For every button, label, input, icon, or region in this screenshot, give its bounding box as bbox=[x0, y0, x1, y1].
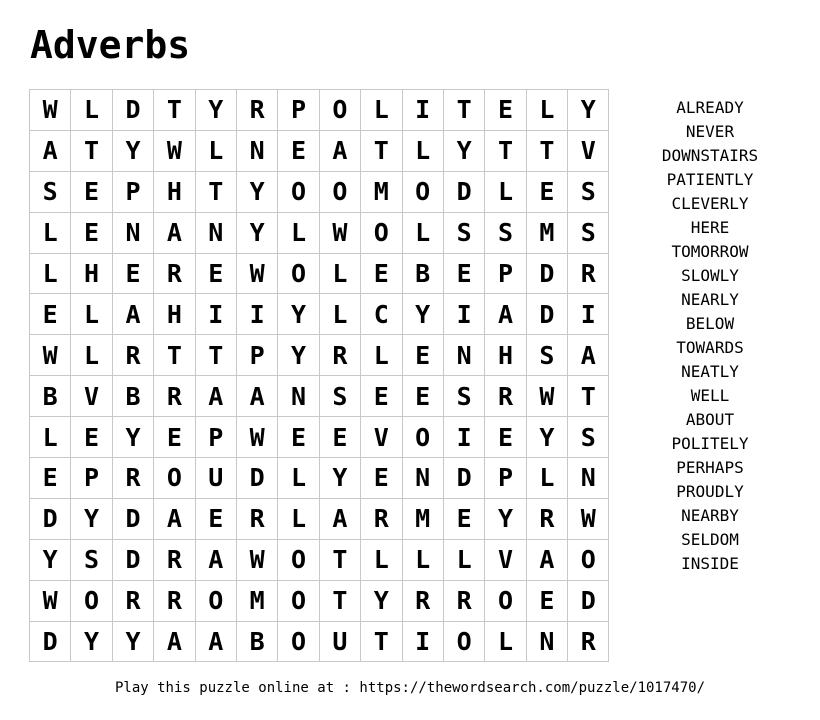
grid-cell[interactable]: T bbox=[154, 90, 195, 131]
grid-cell[interactable]: P bbox=[195, 417, 236, 458]
grid-cell[interactable]: D bbox=[112, 539, 153, 580]
grid-cell[interactable]: E bbox=[443, 498, 484, 539]
grid-cell[interactable]: E bbox=[485, 417, 526, 458]
grid-cell[interactable]: L bbox=[30, 253, 71, 294]
grid-cell[interactable]: Y bbox=[278, 335, 319, 376]
grid-cell[interactable]: T bbox=[443, 90, 484, 131]
grid-cell[interactable]: A bbox=[154, 621, 195, 662]
grid-cell[interactable]: E bbox=[71, 212, 112, 253]
grid-cell[interactable]: S bbox=[71, 539, 112, 580]
grid-cell[interactable]: Y bbox=[485, 498, 526, 539]
grid-cell[interactable]: D bbox=[443, 458, 484, 499]
grid-cell[interactable]: R bbox=[568, 621, 609, 662]
grid-cell[interactable]: R bbox=[236, 90, 277, 131]
grid-cell[interactable]: S bbox=[443, 212, 484, 253]
grid-cell[interactable]: N bbox=[236, 130, 277, 171]
footer-text: Play this puzzle online at : https://thewordsearch.com/puzzle/1017470/ bbox=[114, 680, 705, 696]
grid-cell[interactable]: H bbox=[71, 253, 112, 294]
grid-cell[interactable]: E bbox=[361, 253, 402, 294]
grid-cell[interactable]: C bbox=[361, 294, 402, 335]
grid-cell[interactable]: L bbox=[71, 90, 112, 131]
word-list-item: PATIENTLY bbox=[666, 170, 754, 189]
grid-cell[interactable]: Y bbox=[402, 294, 443, 335]
grid-cell[interactable]: T bbox=[361, 130, 402, 171]
grid-cell[interactable]: M bbox=[526, 212, 567, 253]
grid-cell[interactable]: M bbox=[236, 580, 277, 621]
grid-cell[interactable]: Y bbox=[112, 621, 153, 662]
word-list-item: PROUDLY bbox=[676, 482, 744, 501]
grid-cell[interactable]: Y bbox=[71, 621, 112, 662]
grid-cell[interactable]: T bbox=[568, 376, 609, 417]
grid-cell[interactable]: R bbox=[112, 458, 153, 499]
grid-cell[interactable]: L bbox=[361, 90, 402, 131]
word-list-item: NEVER bbox=[685, 122, 735, 141]
grid-cell[interactable]: D bbox=[30, 498, 71, 539]
grid-cell[interactable]: E bbox=[195, 253, 236, 294]
word-list bbox=[650, 96, 770, 576]
grid-row bbox=[30, 294, 609, 335]
grid-cell[interactable]: L bbox=[319, 294, 360, 335]
grid-cell[interactable]: O bbox=[319, 90, 360, 131]
word-list-item: ALREADY bbox=[676, 98, 744, 117]
grid-cell[interactable]: E bbox=[154, 417, 195, 458]
word-list-item: SELDOM bbox=[681, 530, 739, 549]
grid-cell[interactable]: L bbox=[278, 212, 319, 253]
grid-cell[interactable]: I bbox=[443, 294, 484, 335]
grid-cell[interactable]: O bbox=[154, 458, 195, 499]
grid-cell[interactable]: D bbox=[112, 90, 153, 131]
grid-row bbox=[30, 376, 609, 417]
grid-cell[interactable]: U bbox=[319, 621, 360, 662]
grid-cell[interactable]: Y bbox=[361, 580, 402, 621]
grid-cell[interactable]: R bbox=[236, 498, 277, 539]
grid-cell[interactable]: A bbox=[568, 335, 609, 376]
grid-cell[interactable]: E bbox=[526, 171, 567, 212]
grid-cell[interactable]: O bbox=[278, 539, 319, 580]
grid-cell[interactable]: R bbox=[402, 580, 443, 621]
word-list-item: TOWARDS bbox=[676, 338, 744, 357]
grid-cell[interactable]: L bbox=[278, 498, 319, 539]
word-list-item: HERE bbox=[690, 218, 730, 237]
grid-cell[interactable]: B bbox=[112, 376, 153, 417]
grid-cell[interactable]: I bbox=[443, 417, 484, 458]
grid-cell[interactable]: P bbox=[485, 458, 526, 499]
grid-cell[interactable]: L bbox=[71, 335, 112, 376]
grid-cell[interactable]: E bbox=[278, 417, 319, 458]
grid-cell[interactable]: N bbox=[278, 376, 319, 417]
word-list-item: NEARLY bbox=[681, 290, 739, 309]
grid-cell[interactable]: A bbox=[526, 539, 567, 580]
grid-cell[interactable]: I bbox=[402, 621, 443, 662]
grid-cell[interactable]: R bbox=[154, 580, 195, 621]
grid-cell[interactable]: E bbox=[443, 253, 484, 294]
grid-cell[interactable]: B bbox=[236, 621, 277, 662]
grid-cell[interactable]: W bbox=[30, 335, 71, 376]
grid-cell[interactable]: T bbox=[319, 580, 360, 621]
grid-cell[interactable]: N bbox=[526, 621, 567, 662]
grid-cell[interactable]: L bbox=[278, 458, 319, 499]
grid-cell[interactable]: N bbox=[402, 458, 443, 499]
grid-cell[interactable]: S bbox=[568, 171, 609, 212]
grid-cell[interactable]: R bbox=[112, 335, 153, 376]
word-list-item: PERHAPS bbox=[676, 458, 744, 477]
grid-cell[interactable]: Y bbox=[236, 212, 277, 253]
grid-cell[interactable]: S bbox=[485, 212, 526, 253]
grid-cell[interactable]: Y bbox=[568, 90, 609, 131]
grid-cell[interactable]: O bbox=[568, 539, 609, 580]
grid-cell[interactable]: R bbox=[568, 253, 609, 294]
grid-cell[interactable]: A bbox=[30, 130, 71, 171]
grid-cell[interactable]: E bbox=[361, 376, 402, 417]
grid-cell[interactable]: L bbox=[402, 130, 443, 171]
grid-cell[interactable]: W bbox=[236, 539, 277, 580]
grid-cell[interactable]: W bbox=[319, 212, 360, 253]
grid-cell[interactable]: T bbox=[526, 130, 567, 171]
grid-cell[interactable]: L bbox=[485, 621, 526, 662]
grid-cell[interactable]: L bbox=[485, 171, 526, 212]
grid-cell[interactable]: L bbox=[402, 212, 443, 253]
grid-cell[interactable]: O bbox=[278, 171, 319, 212]
grid-cell[interactable]: R bbox=[361, 498, 402, 539]
grid-cell[interactable]: T bbox=[361, 621, 402, 662]
grid-cell[interactable]: U bbox=[195, 458, 236, 499]
grid-cell[interactable]: E bbox=[402, 376, 443, 417]
grid-cell[interactable]: L bbox=[526, 90, 567, 131]
grid-cell[interactable]: R bbox=[154, 376, 195, 417]
grid-cell[interactable]: S bbox=[443, 376, 484, 417]
word-list-item: DOWNSTAIRS bbox=[661, 146, 759, 165]
grid-cell[interactable]: S bbox=[30, 171, 71, 212]
grid-cell[interactable]: E bbox=[71, 171, 112, 212]
grid-cell[interactable]: Y bbox=[443, 130, 484, 171]
word-list-item: POLITELY bbox=[671, 434, 749, 453]
grid-cell[interactable]: Y bbox=[526, 417, 567, 458]
grid-cell[interactable]: E bbox=[526, 580, 567, 621]
grid-cell[interactable]: O bbox=[361, 212, 402, 253]
grid-cell[interactable]: A bbox=[195, 376, 236, 417]
grid-cell[interactable]: D bbox=[526, 294, 567, 335]
grid-cell[interactable]: W bbox=[154, 130, 195, 171]
grid-cell[interactable]: A bbox=[154, 498, 195, 539]
grid-cell[interactable]: E bbox=[112, 253, 153, 294]
word-list-item: NEATLY bbox=[681, 362, 739, 381]
grid-cell[interactable]: E bbox=[71, 417, 112, 458]
grid-cell[interactable]: O bbox=[278, 621, 319, 662]
grid-cell[interactable]: P bbox=[236, 335, 277, 376]
grid-cell[interactable]: W bbox=[30, 90, 71, 131]
grid-cell[interactable]: A bbox=[112, 294, 153, 335]
grid-cell[interactable]: N bbox=[568, 458, 609, 499]
grid-cell[interactable]: E bbox=[319, 417, 360, 458]
grid-cell[interactable]: A bbox=[154, 212, 195, 253]
grid-cell[interactable]: Y bbox=[319, 458, 360, 499]
grid-cell[interactable]: T bbox=[485, 130, 526, 171]
grid-cell[interactable]: O bbox=[319, 171, 360, 212]
grid-cell[interactable]: T bbox=[195, 171, 236, 212]
grid-cell[interactable]: H bbox=[485, 335, 526, 376]
grid-cell[interactable]: E bbox=[30, 458, 71, 499]
word-list-item: CLEVERLY bbox=[671, 194, 749, 213]
grid-cell[interactable]: I bbox=[402, 90, 443, 131]
grid-cell[interactable]: D bbox=[30, 621, 71, 662]
grid-cell[interactable]: D bbox=[112, 498, 153, 539]
grid-cell[interactable]: E bbox=[30, 294, 71, 335]
grid-cell[interactable]: N bbox=[112, 212, 153, 253]
grid-cell[interactable]: L bbox=[402, 539, 443, 580]
grid-cell[interactable]: Y bbox=[195, 90, 236, 131]
grid-cell[interactable]: R bbox=[526, 498, 567, 539]
grid-cell[interactable]: H bbox=[154, 294, 195, 335]
grid-cell[interactable]: Y bbox=[112, 417, 153, 458]
grid-cell[interactable]: A bbox=[195, 539, 236, 580]
word-list-item: INSIDE bbox=[681, 554, 739, 573]
grid-cell[interactable]: P bbox=[485, 253, 526, 294]
grid-row bbox=[30, 171, 609, 212]
grid-cell[interactable]: O bbox=[402, 417, 443, 458]
grid-cell[interactable]: I bbox=[236, 294, 277, 335]
grid-cell[interactable]: L bbox=[71, 294, 112, 335]
grid-cell[interactable]: R bbox=[319, 335, 360, 376]
grid-row bbox=[30, 90, 609, 131]
grid-cell[interactable]: Y bbox=[236, 171, 277, 212]
grid-cell[interactable]: I bbox=[568, 294, 609, 335]
grid-cell[interactable]: V bbox=[71, 376, 112, 417]
grid-cell[interactable]: B bbox=[402, 253, 443, 294]
grid-row bbox=[30, 253, 609, 294]
grid-row bbox=[30, 417, 609, 458]
grid-cell[interactable]: W bbox=[236, 253, 277, 294]
grid-cell[interactable]: O bbox=[402, 171, 443, 212]
grid-cell[interactable]: O bbox=[485, 580, 526, 621]
grid-cell[interactable]: T bbox=[71, 130, 112, 171]
grid-cell[interactable]: L bbox=[30, 417, 71, 458]
grid-cell[interactable]: L bbox=[361, 335, 402, 376]
puzzle-title: Adverbs bbox=[30, 23, 191, 67]
grid-row bbox=[30, 539, 609, 580]
grid-cell[interactable]: T bbox=[319, 539, 360, 580]
grid-cell[interactable]: E bbox=[278, 130, 319, 171]
grid-cell[interactable]: L bbox=[195, 130, 236, 171]
grid-cell[interactable]: V bbox=[361, 417, 402, 458]
grid-cell[interactable]: R bbox=[112, 580, 153, 621]
grid-cell[interactable]: V bbox=[485, 539, 526, 580]
grid-cell[interactable]: P bbox=[71, 458, 112, 499]
word-list-item: ABOUT bbox=[685, 410, 735, 429]
grid-cell[interactable]: P bbox=[278, 90, 319, 131]
grid-cell[interactable]: T bbox=[195, 335, 236, 376]
grid-cell[interactable]: O bbox=[195, 580, 236, 621]
grid-cell[interactable]: Y bbox=[278, 294, 319, 335]
grid-row bbox=[30, 458, 609, 499]
grid-cell[interactable]: O bbox=[443, 621, 484, 662]
grid-cell[interactable]: N bbox=[195, 212, 236, 253]
grid-cell[interactable]: A bbox=[236, 376, 277, 417]
grid-cell[interactable]: S bbox=[568, 417, 609, 458]
grid-cell[interactable]: D bbox=[568, 580, 609, 621]
grid-cell[interactable]: R bbox=[154, 539, 195, 580]
grid-cell[interactable]: D bbox=[443, 171, 484, 212]
grid-cell[interactable]: A bbox=[319, 130, 360, 171]
grid-cell[interactable]: R bbox=[485, 376, 526, 417]
grid-row bbox=[30, 335, 609, 376]
grid-cell[interactable]: D bbox=[526, 253, 567, 294]
grid-cell[interactable]: E bbox=[402, 335, 443, 376]
grid-cell[interactable]: A bbox=[485, 294, 526, 335]
word-list-item: NEARBY bbox=[681, 506, 739, 525]
grid-cell[interactable]: S bbox=[568, 212, 609, 253]
grid-cell[interactable]: V bbox=[568, 130, 609, 171]
grid-row bbox=[30, 498, 609, 539]
grid-cell[interactable]: S bbox=[319, 376, 360, 417]
grid-cell[interactable]: Y bbox=[112, 130, 153, 171]
grid-cell[interactable]: H bbox=[154, 171, 195, 212]
grid-cell[interactable]: O bbox=[71, 580, 112, 621]
word-list-item: SLOWLY bbox=[681, 266, 739, 285]
grid-cell[interactable]: W bbox=[236, 417, 277, 458]
grid-cell[interactable]: W bbox=[526, 376, 567, 417]
grid-cell[interactable]: L bbox=[526, 458, 567, 499]
grid-cell[interactable]: T bbox=[154, 335, 195, 376]
grid-cell[interactable]: B bbox=[30, 376, 71, 417]
grid-cell[interactable]: P bbox=[112, 171, 153, 212]
grid-cell[interactable]: S bbox=[526, 335, 567, 376]
grid-cell[interactable]: M bbox=[361, 171, 402, 212]
grid-cell[interactable]: L bbox=[319, 253, 360, 294]
word-list-item: TOMORROW bbox=[671, 242, 749, 261]
grid-cell[interactable]: R bbox=[154, 253, 195, 294]
grid-cell[interactable]: Y bbox=[30, 539, 71, 580]
grid-cell[interactable]: L bbox=[443, 539, 484, 580]
grid-cell[interactable]: O bbox=[278, 580, 319, 621]
grid-cell[interactable]: R bbox=[443, 580, 484, 621]
grid-cell[interactable]: N bbox=[443, 335, 484, 376]
grid-cell[interactable]: A bbox=[195, 621, 236, 662]
grid-cell[interactable]: O bbox=[278, 253, 319, 294]
grid-cell[interactable]: Y bbox=[71, 498, 112, 539]
grid-cell[interactable]: L bbox=[30, 212, 71, 253]
grid-cell[interactable]: D bbox=[236, 458, 277, 499]
word-list-item: BELOW bbox=[685, 314, 735, 333]
grid-cell[interactable]: W bbox=[568, 498, 609, 539]
word-list-item: WELL bbox=[690, 386, 730, 405]
grid-cell[interactable]: I bbox=[195, 294, 236, 335]
grid-cell[interactable]: E bbox=[361, 458, 402, 499]
grid-cell[interactable]: A bbox=[319, 498, 360, 539]
letter-grid bbox=[29, 89, 609, 662]
grid-cell[interactable]: M bbox=[402, 498, 443, 539]
grid-cell[interactable]: L bbox=[361, 539, 402, 580]
grid-cell[interactable]: E bbox=[485, 90, 526, 131]
grid-row bbox=[30, 212, 609, 253]
grid-cell[interactable]: W bbox=[30, 580, 71, 621]
grid-row bbox=[30, 130, 609, 171]
grid-cell[interactable]: E bbox=[195, 498, 236, 539]
grid-row bbox=[30, 621, 609, 662]
grid-row bbox=[30, 580, 609, 621]
